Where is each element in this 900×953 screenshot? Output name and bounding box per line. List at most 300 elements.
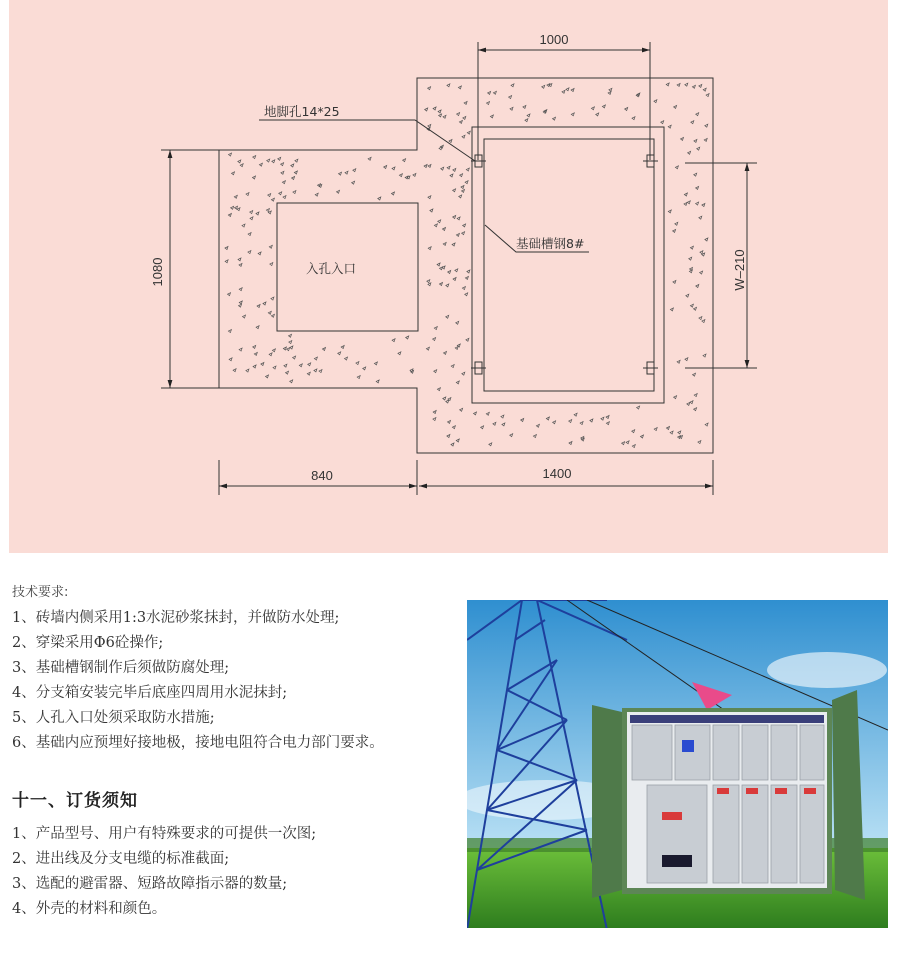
stipple-mark [272,349,275,352]
stipple-mark [374,362,377,365]
stipple-mark [281,171,284,174]
list-item: 1、砖墙内侧采用1:3水泥砂浆抹封，并做防水处理; [12,610,340,626]
stipple-mark [486,412,489,415]
stipple-mark [689,257,692,260]
stipple-mark [428,196,431,199]
stipple-mark [257,305,260,308]
cloud [767,652,887,688]
foundation-drawing [9,0,888,553]
stipple-mark [460,174,463,177]
stipple-mark [437,388,440,391]
list-item: 4、外壳的材料和颜色。 [12,901,167,917]
stipple-mark [438,220,441,223]
ordering-title: 十一、订货须知 [12,791,138,811]
stipple-mark [225,260,228,263]
stipple-mark [433,107,436,110]
stipple-mark [675,222,678,225]
stipple-mark [307,372,310,375]
stipple-mark [686,294,689,297]
stipple-mark [451,365,454,368]
stipple-mark [239,304,242,307]
stipple-mark [521,419,524,422]
stipple-mark [704,138,707,141]
stipple-mark [428,164,431,167]
stipple-mark [357,376,360,379]
stipple-mark [694,307,697,310]
stipple-mark [702,204,705,207]
stipple-mark [439,147,442,150]
stipple-mark [571,113,574,116]
stipple-mark [448,420,451,423]
stipple-mark [428,87,431,90]
stipple-mark [452,426,455,429]
stipple-mark [488,91,491,94]
stipple-mark [456,233,459,236]
stipple-mark [465,293,468,296]
stipple-mark [318,184,321,187]
stipple-mark [590,419,593,422]
product-photo [467,600,888,928]
stipple-mark [553,117,556,120]
foundation-outline [219,78,713,453]
stipple-mark [410,369,413,372]
stipple-mark [243,315,246,318]
stipple-mark [253,345,256,348]
stipple-mark [258,252,261,255]
stipple-mark [428,283,431,286]
stipple-mark [690,401,693,404]
stipple-mark [687,201,690,204]
stipple-mark [462,287,465,290]
stipple-mark [675,166,678,169]
stipple-mark [398,352,401,355]
stipple-mark [455,269,458,272]
stipple-mark [443,242,446,245]
stipple-mark [641,435,644,438]
stipple-mark [463,224,466,227]
stipple-mark [287,348,290,351]
concrete-stipple [225,83,709,448]
stipple-mark [338,352,341,355]
stipple-mark [266,375,269,378]
stipple-mark [269,353,272,356]
stipple-mark [637,406,640,409]
stipple-mark [237,208,240,211]
stipple-mark [283,347,286,350]
stipple-mark [462,189,465,192]
stipple-mark [632,445,635,448]
stipple-mark [229,153,232,156]
stipple-mark [434,224,437,227]
stipple-mark [453,168,456,171]
stipple-mark [261,363,264,366]
stipple-mark [446,284,449,287]
stipple-mark [668,125,671,128]
stipple-mark [426,347,429,350]
stipple-mark [263,302,266,305]
stipple-mark [443,115,446,118]
stipple-mark [240,164,243,167]
stipple-mark [290,346,293,349]
stipple-mark [356,362,359,365]
stipple-mark [238,160,241,163]
requirements-title: 技术要求: [12,585,69,600]
ordering-list [12,822,316,922]
stipple-mark [566,88,569,91]
stipple-mark [272,160,275,163]
stipple-mark [267,159,270,162]
stipple-mark [433,418,436,421]
stipple-mark [465,276,468,279]
stipple-mark [447,84,450,87]
stipple-mark [467,131,470,134]
stipple-mark [447,166,450,169]
stipple-mark [569,442,572,445]
stipple-mark [446,400,449,403]
stipple-mark [447,435,450,438]
dim-top-label: 1000 [539,32,569,47]
channel-steel-frame [484,139,654,391]
stipple-mark [632,117,635,120]
anchor-hole-label: 地脚孔14*25 [264,104,340,119]
stipple-mark [510,107,513,110]
stipple-mark [228,330,231,333]
stipple-mark [466,168,469,171]
stipple-mark [437,263,440,266]
stipple-mark [678,431,681,434]
stipple-mark [314,369,317,372]
stipple-mark [690,304,693,307]
stipple-mark [337,190,340,193]
stipple-mark [246,193,249,196]
stipple-mark [699,317,702,320]
stipple-mark [433,338,436,341]
stipple-mark [702,320,705,323]
stipple-mark [293,356,296,359]
dim-top [478,42,650,160]
stipple-mark [345,357,348,360]
stipple-mark [674,105,677,108]
manhole-label: 入孔入口 [306,261,357,276]
stipple-mark [438,110,441,113]
stipple-mark [457,217,460,220]
stipple-mark [449,140,452,143]
stipple-mark [694,173,697,176]
stipple-mark [700,271,703,274]
stipple-mark [654,100,657,103]
stipple-mark [294,171,297,174]
stipple-mark [694,394,697,397]
stipple-mark [406,336,409,339]
stipple-mark [706,94,709,97]
stipple-mark [466,338,469,341]
stipple-mark [455,346,458,349]
stipple-mark [667,427,670,430]
stipple-mark [352,181,355,184]
stipple-mark [525,119,528,122]
stipple-mark [681,137,684,140]
stipple-mark [446,315,449,318]
stipple-mark [691,121,694,124]
stipple-mark [392,167,395,170]
stipple-mark [289,341,292,344]
stipple-mark [489,443,492,446]
stipple-mark [463,116,466,119]
stipple-mark [511,84,514,87]
dim-bottom-right-label: 1400 [542,466,572,481]
stipple-mark [684,193,687,196]
stipple-mark [670,431,673,434]
stipple-mark [696,285,699,288]
stipple-mark [323,348,326,351]
stipple-mark [378,197,381,200]
stipple-mark [428,247,431,250]
stipple-mark [228,293,231,296]
stipple-mark [693,373,696,376]
dim-left-label: 1080 [150,257,165,287]
stipple-mark [439,114,442,117]
stipple-mark [462,372,465,375]
stipple-mark [434,370,437,373]
stipple-mark [253,156,256,159]
list-item: 3、选配的避雷器、短路故障指示器的数量; [12,876,288,892]
stipple-mark [232,172,235,175]
stipple-mark [248,251,251,254]
stipple-mark [430,209,433,212]
stipple-mark [256,326,259,329]
stipple-mark [673,229,676,232]
stipple-mark [239,263,242,266]
stipple-mark [461,186,464,189]
stipple-mark [456,381,459,384]
stipple-mark [698,441,701,444]
stipple-mark [705,423,708,426]
stipple-mark [622,442,625,445]
stipple-mark [458,86,461,89]
stipple-mark [433,411,436,414]
stipple-mark [293,191,296,194]
stipple-mark [509,96,512,99]
stipple-mark [239,288,242,291]
stipple-mark [705,124,708,127]
stipple-mark [696,186,699,189]
stipple-mark [363,367,366,370]
stipple-mark [580,422,583,425]
stipple-mark [271,314,274,317]
stipple-mark [493,422,496,425]
stipple-mark [273,366,276,369]
requirements-list [12,606,384,756]
cable-branch-box [592,690,865,900]
stipple-mark [434,327,437,330]
stipple-mark [228,214,231,217]
stipple-mark [291,164,294,167]
stipple-mark [542,85,545,88]
stipple-mark [239,301,242,304]
stipple-mark [574,413,577,416]
list-item: 2、进出线及分支电缆的标准截面; [12,851,230,867]
stipple-mark [353,169,356,172]
stipple-mark [694,408,697,411]
stipple-mark [246,369,249,372]
stipple-mark [464,101,467,104]
stipple-mark [606,422,609,425]
stipple-mark [253,365,256,368]
stipple-mark [591,107,594,110]
stipple-mark [281,163,284,166]
stipple-mark [453,189,456,192]
stipple-mark [456,321,459,324]
stipple-mark [632,430,635,433]
stipple-mark [654,428,657,431]
stipple-mark [462,135,465,138]
stipple-mark [235,206,238,209]
stipple-mark [553,421,556,424]
stipple-mark [441,167,444,170]
stipple-mark [626,441,629,444]
stipple-mark [376,380,379,383]
stipple-mark [677,83,680,86]
stipple-mark [687,402,690,405]
stipple-mark [444,351,447,354]
stipple-mark [339,172,342,175]
stipple-mark [705,238,708,241]
stipple-mark [487,102,490,105]
list-item: 3、基础槽钢制作后须做防腐处理; [12,660,230,676]
stipple-mark [345,171,348,174]
stipple-mark [413,173,416,176]
stipple-mark [684,202,687,205]
stipple-mark [451,443,454,446]
stipple-mark [234,195,237,198]
stipple-mark [452,243,455,246]
stipple-mark [315,193,318,196]
stipple-mark [536,424,539,427]
stipple-mark [229,358,232,361]
stipple-mark [696,113,699,116]
stipple-mark [581,437,584,440]
stipple-mark [427,280,430,283]
stipple-mark [425,108,428,111]
stipple-mark [453,278,456,281]
stipple-mark [467,270,470,273]
stipple-mark [661,121,664,124]
stipple-mark [690,246,693,249]
stipple-mark [284,364,287,367]
stipple-mark [282,181,285,184]
list-item: 2、穿梁采用Φ6砼操作; [12,635,164,651]
stipple-mark [699,84,702,87]
stipple-mark [474,412,477,415]
anchor-bolts [471,155,658,374]
stipple-mark [254,352,257,355]
stipple-mark [457,113,460,116]
stipple-mark [460,408,463,411]
stipple-mark [670,308,673,311]
stipple-mark [602,105,605,108]
dim-left [161,150,219,388]
foundation-plan-svg [9,0,888,553]
stipple-mark [700,251,703,254]
stipple-mark [674,396,677,399]
stipple-mark [666,83,669,86]
stipple-mark [448,271,451,274]
stipple-mark [403,159,406,162]
stipple-mark [250,217,253,220]
stipple-mark [546,417,549,420]
stipple-mark [259,163,262,166]
stipple-mark [523,105,526,108]
stipple-mark [271,297,274,300]
stipple-mark [341,346,344,349]
stipple-mark [238,258,241,261]
stipple-mark [625,108,628,111]
stipple-mark [266,209,269,212]
inner-wall [472,127,664,403]
stipple-mark [286,371,289,374]
stipple-mark [527,114,530,117]
dim-bottom [219,460,713,495]
stipple-mark [308,363,311,366]
stipple-mark [233,369,236,372]
stipple-mark [685,83,688,86]
stipple-mark [424,165,427,168]
stipple-mark [428,124,431,127]
stipple-mark [368,157,371,160]
anchor-hole-leader [259,120,475,161]
stipple-mark [462,232,465,235]
stipple-mark [271,198,274,201]
stipple-mark [269,245,272,248]
stipple-mark [295,159,298,162]
stipple-mark [256,212,259,215]
stipple-mark [677,360,680,363]
stipple-mark [392,192,395,195]
stipple-mark [459,120,462,123]
stipple-mark [533,435,536,438]
stipple-mark [510,434,513,437]
stipple-mark [248,233,251,236]
stipple-mark [443,228,446,231]
stipple-mark [268,311,271,314]
stipple-mark [694,139,697,142]
list-item: 4、分支箱安装完毕后底座四周用水泥抹封; [12,685,288,701]
dim-bottom-left-label: 840 [311,468,333,483]
stipple-mark [501,415,504,418]
stipple-mark [225,247,228,250]
stipple-mark [502,423,505,426]
stipple-mark [292,177,295,180]
stipple-mark [283,196,286,199]
stipple-mark [239,348,242,351]
stipple-mark [569,420,572,423]
stipple-mark [685,358,688,361]
stipple-mark [242,224,245,227]
stipple-mark [697,147,700,150]
stipple-mark [453,216,456,219]
stipple-mark [392,339,395,342]
stipple-mark [299,364,302,367]
stipple-mark [314,357,317,360]
stipple-mark [319,370,322,373]
stipple-mark [596,113,599,116]
list-item: 6、基础内应预埋好接地极，接地电阻符合电力部门要求。 [12,735,384,751]
stipple-mark [399,174,402,177]
stipple-mark [443,397,446,400]
stipple-mark [456,439,459,442]
stipple-mark [440,283,443,286]
stipple-mark [250,211,253,214]
